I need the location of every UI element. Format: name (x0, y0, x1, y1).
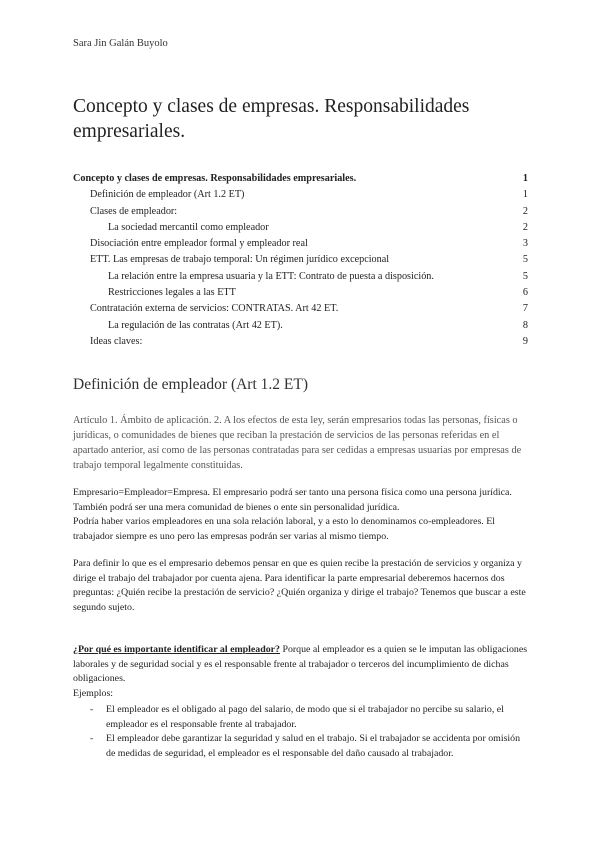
why-answer: Porque al empleador es a quien se le imputan las obligaciones laborales y de seguridad social y es el responsable frente al trabajador o terceros del incumplimiento de dichas obligaciones. (73, 644, 528, 685)
toc-entry[interactable]: Disociación entre empleador formal y empleador real 3 (90, 238, 528, 250)
toc-entry[interactable]: La regulación de las contratas (Art 42 ET). 8 (108, 319, 528, 331)
why-question: ¿Por qué es importante identificar al empleador? (73, 644, 280, 655)
bullet-dash: - (90, 733, 94, 745)
paragraph-line: Podría haber varios empleadores en una sola relación laboral, y a esto lo denominamos co-empleadores. El trabajador siempre es uno pero las empresas podrán ser varias al mismo tiempo. (73, 516, 496, 542)
paragraph-identify: Para definir lo que es el empresario debemos pensar en que es quien recibe la prestación de servicios y organiza y dirige el trabajo del trabajador por cuenta ajena. Para identificar la parte empresarial deberemos hacernos dos preguntas: ¿Quién recibe la prestación de servicio? ¿Quién organiza y dirige el trabajo? Tenemos que buscar a este segundo sujeto. (73, 558, 526, 613)
examples-label: Ejemplos: (73, 687, 114, 699)
paragraph-why (73, 643, 529, 701)
toc-entry[interactable]: La sociedad mercantil como empleador 2 (108, 221, 528, 233)
bullet-dash: - (90, 704, 94, 715)
document-title: Concepto y clases de empresas. Responsabilidades empresariales. (73, 96, 470, 142)
toc-entry[interactable]: La relación entre la empresa usuaria y la ETT: Contrato de puesta a disposición. 5 (108, 270, 528, 282)
list-item: - El empleador es el obligado al pago del salario, de modo que si el trabajador no percibe su salario, el empleador es el responsable frente al trabajador. (90, 704, 504, 730)
examples-list (73, 703, 529, 761)
paragraph-line: Empresario=Empleador=Empresa. El empresario podrá ser tanto una persona física como una persona jurídica. También podrá ser una mera comunidad de bienes o ente sin personalidad jurídica. (73, 487, 512, 513)
list-item: - El empleador debe garantizar la seguridad y salud en el trabajo. Si el trabajador se accidenta por omisión de medidas de seguridad, el empleador es el responsable del daño causado al trabajador. (90, 733, 521, 759)
toc-entry[interactable]: Clases de empleador: 2 (90, 205, 528, 217)
legal-quote: Artículo 1. Ámbito de aplicación. 2. A los efectos de esta ley, serán empresarios todas las personas, físicas o jurídicas, o comunidades de bienes que reciban la prestación de servicios de las personas referidas en el apartado anterior, así como de las personas contratadas para ser cedidas a empresas usuarias por empresas de trabajo temporal legalmente constituidas. (73, 415, 522, 471)
toc-entry[interactable]: ETT. Las empresas de trabajo temporal: Un régimen jurídico excepcional 5 (90, 254, 528, 266)
toc-entry[interactable]: Restricciones legales a las ETT 6 (108, 287, 528, 299)
toc-entry[interactable]: Definición de empleador (Art 1.2 ET) 1 (90, 189, 528, 201)
section-heading: Definición de empleador (Art 1.2 ET) (73, 376, 308, 393)
toc-entry[interactable]: Ideas claves: 9 (90, 335, 528, 347)
toc-entry[interactable]: Contratación externa de servicios: CONTRATAS. Art 42 ET. 7 (90, 303, 528, 315)
toc-entry[interactable]: Concepto y clases de empresas. Responsabilidades empresariales. 1 (73, 173, 528, 184)
paragraph-definition (73, 486, 529, 544)
author-name: Sara Jin Galán Buyolo (73, 38, 168, 49)
table-of-contents (73, 171, 528, 350)
